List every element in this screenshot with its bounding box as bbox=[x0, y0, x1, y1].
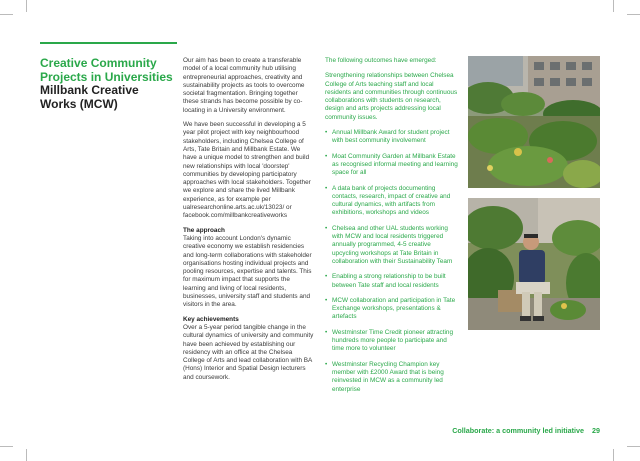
crop-mark-bottom-left-h bbox=[0, 446, 13, 447]
list-item-text: A data bank of projects documenting contacts, research, impact of creative and cultural dynamics, with artifacts from exhibitions, workshops and videos bbox=[332, 184, 451, 217]
page-heading bbox=[40, 57, 175, 111]
heading-title: Creative Community Projects in Universities bbox=[40, 56, 173, 84]
page-footer bbox=[452, 426, 600, 435]
heading-rule bbox=[40, 42, 177, 44]
list-item bbox=[325, 297, 458, 322]
resident-photo-illustration bbox=[468, 198, 600, 330]
outcomes-intro: The following outcomes have emerged: bbox=[325, 57, 437, 64]
list-item bbox=[325, 185, 458, 218]
garden-photo bbox=[468, 56, 600, 188]
crop-mark-top-right-h bbox=[627, 14, 640, 15]
bullet-icon: • bbox=[325, 152, 328, 160]
outcomes-column bbox=[325, 57, 458, 401]
crop-mark-top-left-h bbox=[0, 14, 13, 15]
bullet-icon: • bbox=[325, 224, 328, 232]
bullet-icon: • bbox=[325, 129, 328, 137]
bullet-icon: • bbox=[325, 328, 328, 336]
list-item-text: Moat Community Garden at Millbank Estate as recognised informal meeting and learning space for all bbox=[332, 152, 458, 177]
list-item bbox=[325, 329, 458, 354]
outcomes-paragraph: Strengthening relationships between Chelsea College of Arts teaching staff and local residents and communities through continuous collaborations with students on research, design and arts projects addressing local community issues. bbox=[325, 72, 458, 121]
resident-photo bbox=[468, 198, 600, 330]
list-item bbox=[325, 153, 458, 178]
pilot-paragraph: We have been successful in developing a 5 year pilot project with key neighbourhood stakeholders, including Chelsea College of Arts, Tate Britain and Millbank Estate. We have a unique model to strengthen and build new relationships with local 'doorstep' communities by developing participatory approaches with local stakeholders. Together we explore and share the lived Millbank experience, as for example per ualresearchonline.arts.ac.uk/13023/ or facebook.com/millbankcreativeworks bbox=[183, 121, 311, 220]
achievements-paragraph: Over a 5-year period tangible change in the cultural dynamics of university and community have been achieved by establishing our residency with an office at the Chelsea College of Arts and lead collaboration with BA (Hons) Interior and Spatial Design lecturers and coursework. bbox=[183, 323, 314, 381]
heading-subtitle: Millbank Creative Works (MCW) bbox=[40, 83, 139, 111]
crop-mark-top-left-v bbox=[26, 0, 27, 12]
bullet-icon: • bbox=[325, 273, 328, 281]
list-item-text: Chelsea and other UAL students working with MCW and local residents triggered annually programmed, 4-5 creative upcycling workshops at Tate Britain in collaboration with their Sustainability Team bbox=[332, 224, 453, 265]
crop-mark-bottom-right-v bbox=[613, 449, 614, 461]
page-number: 29 bbox=[592, 426, 600, 435]
bullet-icon: • bbox=[325, 296, 328, 304]
list-item bbox=[325, 361, 458, 394]
list-item bbox=[325, 225, 458, 266]
list-item bbox=[325, 273, 458, 290]
crop-mark-top-right-v bbox=[613, 0, 614, 12]
garden-photo-illustration bbox=[468, 56, 600, 188]
approach-heading: The approach bbox=[183, 226, 225, 234]
bullet-icon: • bbox=[325, 360, 328, 368]
approach-paragraph: Taking into account London's dynamic creative economy we establish residencies and long-term collaborations with stakeholder organisations hosting individual projects and pooling resources, expertise and talents. This for maximum impact that supports the learning and living of local residents, businesses, university staff and students and visitors in the area. bbox=[183, 234, 312, 309]
list-item-text: Westminster Time Credit pioneer attracting hundreds more people to participate and time more to volunteer bbox=[332, 328, 453, 353]
list-item-text: MCW collaboration and participation in Tate Exchange workshops, presentations & artefacts bbox=[332, 296, 456, 321]
achievements-heading: Key achievements bbox=[183, 315, 239, 323]
crop-mark-bottom-left-v bbox=[26, 449, 27, 461]
crop-mark-bottom-right-h bbox=[627, 446, 640, 447]
list-item-text: Annual Millbank Award for student project with best community involvement bbox=[332, 129, 450, 145]
list-item-text: Enabling a strong relationship to be built between Tate staff and local residents bbox=[332, 273, 446, 289]
intro-paragraph: Our aim has been to create a transferable model of a local community hub utilising entrepreneurial approaches, creativity and sustainability projects as tools to overcome societal fragmentation. Bringing together these strands has become possible by co-locating in a University environment. bbox=[183, 57, 305, 114]
bullet-icon: • bbox=[325, 184, 328, 192]
body-column-main bbox=[183, 57, 314, 388]
outcomes-list bbox=[325, 129, 458, 394]
list-item-text: Westminster Recycling Champion key member with £2000 Award that is being reinvested in MCW as a community led enterprise bbox=[332, 360, 444, 393]
list-item bbox=[325, 129, 458, 146]
footer-title: Collaborate: a community led initiative bbox=[452, 426, 584, 435]
